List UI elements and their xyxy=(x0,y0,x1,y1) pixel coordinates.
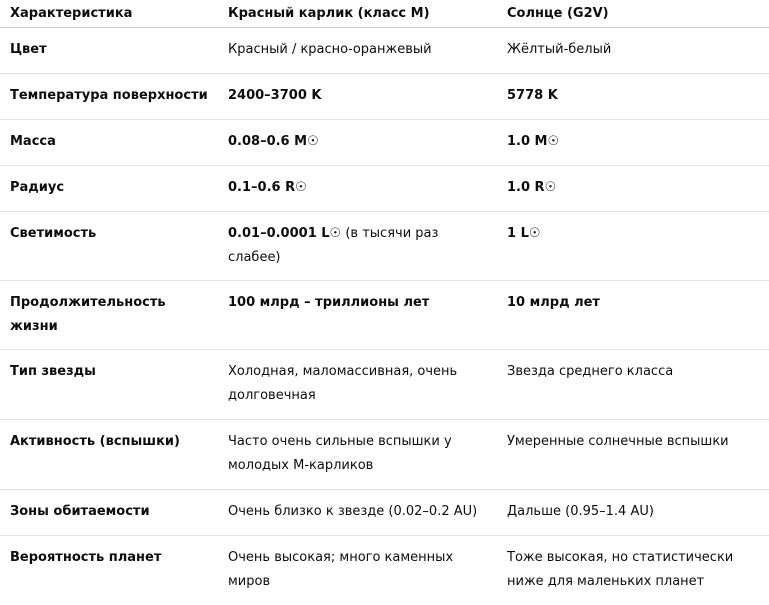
table-row xyxy=(0,119,769,165)
header-red-dwarf: Красный карлик (класс M) xyxy=(218,0,497,27)
red-dwarf-cell: Очень высокая; много каменных миров xyxy=(228,549,454,589)
sun-cell: 1.0 R☉ xyxy=(497,165,769,211)
row-label: Активность (вспышки) xyxy=(0,419,218,489)
red-dwarf-cell: 0.08–0.6 M☉ xyxy=(218,119,497,165)
table-row xyxy=(0,535,769,605)
sun-cell: Жёлтый-белый xyxy=(497,27,769,73)
table-row xyxy=(0,489,769,535)
row-label: Цвет xyxy=(0,27,218,73)
header-characteristic: Характеристика xyxy=(0,0,218,27)
table-row xyxy=(0,165,769,211)
row-label: Вероятность планет xyxy=(10,549,162,565)
red-dwarf-cell: Часто очень сильные вспышки у молодых M-карликов xyxy=(218,419,497,489)
sun-cell: Умеренные солнечные вспышки xyxy=(497,419,769,489)
sun-cell: 1.0 M☉ xyxy=(497,119,769,165)
luminosity-value: 0.01–0.0001 L☉ xyxy=(228,225,342,241)
sun-cell: 1 L☉ xyxy=(497,211,769,280)
table-row xyxy=(0,73,769,119)
row-label: Масса xyxy=(0,119,218,165)
table-row xyxy=(0,280,769,349)
row-label: Температура поверхности xyxy=(0,73,218,119)
red-dwarf-cell: Очень близко к звезде (0.02–0.2 AU) xyxy=(218,489,497,535)
red-dwarf-cell: Холодная, маломассивная, очень долговечная xyxy=(218,349,497,419)
row-label: Светимость xyxy=(0,211,218,280)
row-label: Радиус xyxy=(0,165,218,211)
sun-cell: Тоже высокая, но статистически ниже для маленьких планет xyxy=(507,549,734,589)
header-sun: Солнце (G2V) xyxy=(497,0,769,27)
red-dwarf-cell: 2400–3700 K xyxy=(218,73,497,119)
table-body xyxy=(0,27,769,605)
table-row xyxy=(0,211,769,280)
sun-cell: Звезда среднего класса xyxy=(497,349,769,419)
row-label: Зоны обитаемости xyxy=(0,489,218,535)
luminosity-note: (в тысячи раз слабее) xyxy=(228,225,439,265)
table-row xyxy=(0,349,769,419)
table-row xyxy=(0,27,769,73)
table-row xyxy=(0,419,769,489)
row-label: Продолжительность жизни xyxy=(0,280,218,349)
sun-cell: 5778 K xyxy=(497,73,769,119)
row-label: Тип звезды xyxy=(0,349,218,419)
sun-cell: Дальше (0.95–1.4 AU) xyxy=(497,489,769,535)
red-dwarf-cell: 100 млрд – триллионы лет xyxy=(218,280,497,349)
red-dwarf-cell: 0.1–0.6 R☉ xyxy=(218,165,497,211)
red-dwarf-cell xyxy=(218,211,497,280)
table-header xyxy=(0,0,769,27)
sun-cell: 10 млрд лет xyxy=(497,280,769,349)
header-row xyxy=(0,0,769,27)
red-dwarf-cell: Красный / красно-оранжевый xyxy=(218,27,497,73)
